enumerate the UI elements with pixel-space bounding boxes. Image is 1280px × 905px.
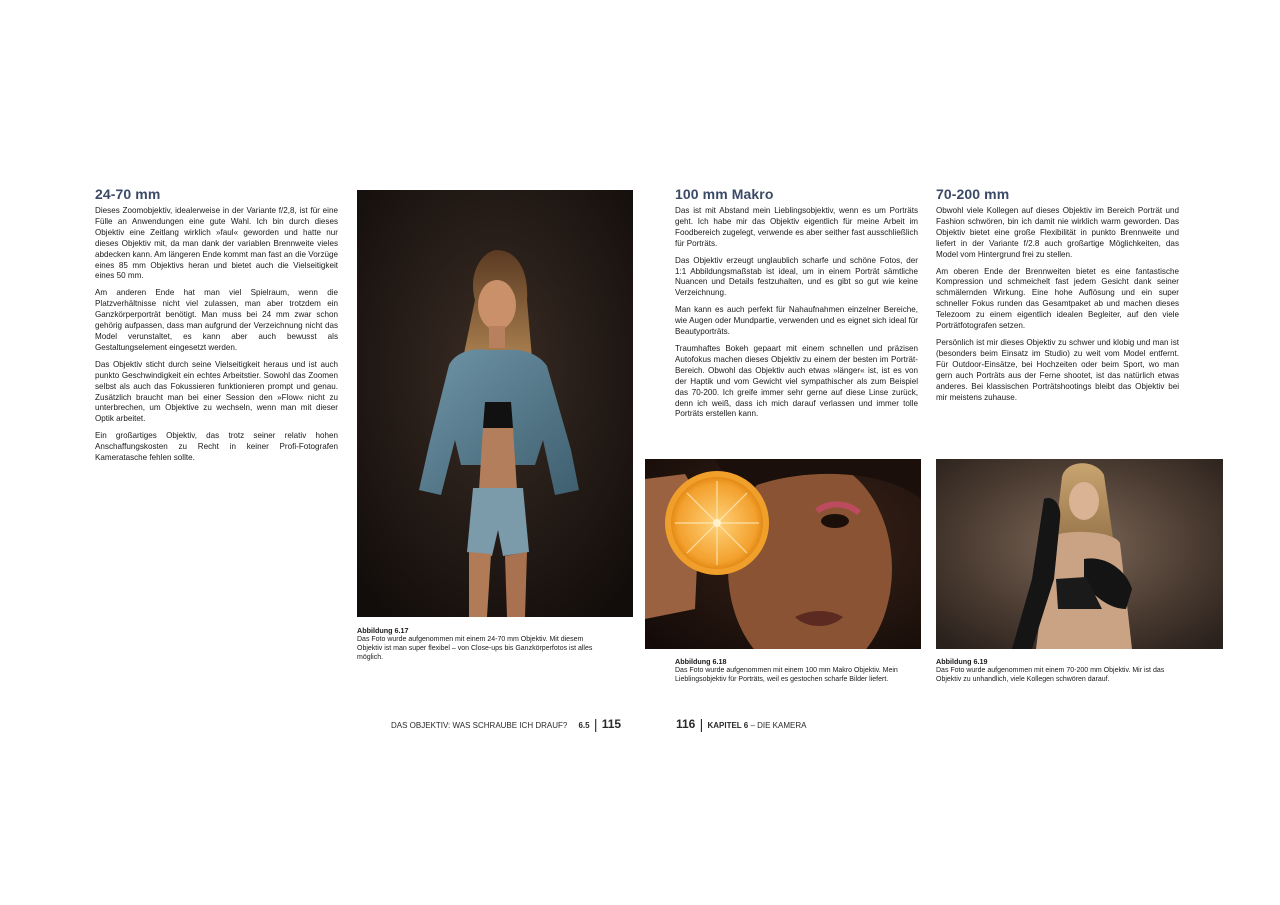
photo-figure-6-18 bbox=[645, 459, 921, 649]
section-number: 6.5 bbox=[578, 721, 590, 730]
paragraph: Dieses Zoomobjektiv, idealerweise in der Variante f/2,8, ist für eine Fülle an Anwendungen eine gute Wahl. Ich bin durch dieses Objektiv eine Zeitlang wirklich »faul« geworden und hatte nur dieses Objektiv mit, da man dank der variablen Brennweite vieles abdecken kann. Am längeren Ende kommt man fast an die Vorzüge eines 85 mm Objektivs heran und bietet auch die Vielseitigkeit eines 50 mm. bbox=[95, 206, 338, 281]
section-heading: 24-70 mm bbox=[95, 186, 161, 202]
figure-number: Abbildung 6.17 bbox=[357, 626, 409, 635]
running-title: DAS OBJEKTIV: WAS SCHRAUBE ICH DRAUF? bbox=[391, 721, 568, 730]
section-heading: 70-200 mm bbox=[936, 186, 1010, 202]
photo-figure-6-19 bbox=[936, 459, 1223, 649]
footer-divider: | bbox=[593, 716, 598, 732]
footer-divider: | bbox=[699, 716, 704, 732]
right-page-footer bbox=[676, 716, 806, 732]
paragraph: Traumhaftes Bokeh gepaart mit einem schnellen und präzisen Autofokus machen dieses Objektiv zu einem der besten im Porträt-Bereich. Obwohl das Objektiv auch etwas »länger« ist, ist es von der Haptik und vom Gewicht viel sympathischer als zum Beispiel das 70-200. Ich greife immer sehr gerne auf diese Linse zurück, denn ich weiß, dass ich mich darauf verlassen und immer tolle Porträts erstellen kann. bbox=[675, 343, 918, 419]
chapter-title: – DIE KAMERA bbox=[748, 721, 807, 730]
paragraph: Das ist mit Abstand mein Lieblingsobjektiv, wenn es um Porträts geht. Ich habe mir das Objektiv eigentlich für meine Arbeit im Foodbereich zugelegt, verwende es aber seither fast ausschließlich für Porträts. bbox=[675, 206, 918, 248]
figure-caption-6-17 bbox=[357, 626, 599, 662]
paragraph: Am oberen Ende der Brennweiten bietet es eine fantastische Kompression und schmeichelt fast jedem Gesicht dank seiner schmälernden Wirkung. Eine hohe Auflösung und ein super schneller Fokus runden das Gesamtpaket ab und machen dieses Telezoom zu einem eigentlich idealen Begleiter, auf den viele Porträtfotografen setzen. bbox=[936, 266, 1179, 331]
chapter-label: KAPITEL 6 bbox=[707, 721, 749, 730]
paragraph: Man kann es auch perfekt für Nahaufnahmen einzelner Bereiche, wie Augen oder Mundpartie, verwenden und es eignet sich ideal für Beautyporträts. bbox=[675, 305, 918, 337]
paragraph: Obwohl viele Kollegen auf dieses Objektiv im Bereich Porträt und Fashion schwören, bin ich damit nie wirklich warm geworden. Das Objektiv bietet eine große Flexibilität in punkto Brennweite und liefert in der Variante f/2.8 auch großartige Möglichkeiten, das Model vom Hintergrund frei zu stellen. bbox=[936, 206, 1179, 259]
figure-caption-6-18 bbox=[675, 657, 920, 684]
page-number: 116 bbox=[676, 717, 696, 731]
paragraph: Persönlich ist mir dieses Objektiv zu schwer und klobig und man ist (besonders beim Einsatz im Studio) zu weit vom Model entfernt. Für Outdoor-Einsätze, bei Hochzeiten oder beim Sport, wo man gern auch Porträts aus der Ferne shootet, ist das natürlich etwas anderes. Bei klassischen Porträtshootings bleibt das Objektiv bei mir meistens zuhause. bbox=[936, 337, 1179, 402]
paragraph: Ein großartiges Objektiv, das trotz seiner relativ hohen Anschaffungskosten zu Recht in keiner Profi-Fotografen Kameratasche fehlen sollte. bbox=[95, 431, 338, 463]
section-100-makro bbox=[675, 186, 918, 426]
figure-number: Abbildung 6.18 bbox=[675, 657, 727, 666]
paragraph: Das Objektiv erzeugt unglaublich scharfe und schöne Fotos, der 1:1 Abbildungsmaßstab ist ideal, um in einem Porträt sämtliche Nuancen und Details festzuhalten, und es gibt so gut wie keine Verzeichnung. bbox=[675, 255, 918, 298]
figure-caption-text: Das Foto wurde aufgenommen mit einem 24-70 mm Objektiv. Mit diesem Objektiv ist man super flexibel – von Close-ups bis Ganzkörperfotos ist alles möglich. bbox=[357, 636, 593, 661]
photo-figure-6-17 bbox=[357, 190, 633, 617]
section-70-200 bbox=[936, 186, 1179, 409]
paragraph: Das Objektiv sticht durch seine Vielseitigkeit heraus und ist auch punkto Geschwindigkeit ein echtes Arbeitstier. Sowohl das Zoomen selbst als auch das Fokussieren funktionieren prompt und genau. Zusätzlich braucht man bei einer Session den »Flow« nicht zu unterbrechen, um Objektive zu wechseln, wenn man mit dieser Optik arbeitet. bbox=[95, 359, 338, 424]
figure-caption-text: Das Foto wurde aufgenommen mit einem 70-200 mm Objektiv. Mir ist das Objektiv zu unhandlich, viele Kollegen schwören darauf. bbox=[936, 667, 1165, 683]
left-page-footer bbox=[391, 716, 621, 732]
figure-number: Abbildung 6.19 bbox=[936, 657, 988, 666]
figure-caption-6-19 bbox=[936, 657, 1181, 684]
page-number: 115 bbox=[601, 717, 622, 731]
figure-caption-text: Das Foto wurde aufgenommen mit einem 100 mm Makro Objektiv. Mein Lieblingsobjektiv für Porträts, weil es gestochen scharfe Bilder liefert. bbox=[675, 667, 898, 683]
section-heading: 100 mm Makro bbox=[675, 186, 774, 202]
section-24-70 bbox=[95, 186, 338, 470]
paragraph: Am anderen Ende hat man viel Spielraum, wenn die Platzverhältnisse nicht viel zulassen, man aber trotzdem ein Ganzkörperporträt benötigt. Man muss bei 24 mm zwar schon gehörig aufpassen, dass man aufgrund der Verzeichnung nicht das Model verunstaltet, es kann aber auch bewusst als Gestaltungselement eingesetzt werden. bbox=[95, 288, 338, 352]
